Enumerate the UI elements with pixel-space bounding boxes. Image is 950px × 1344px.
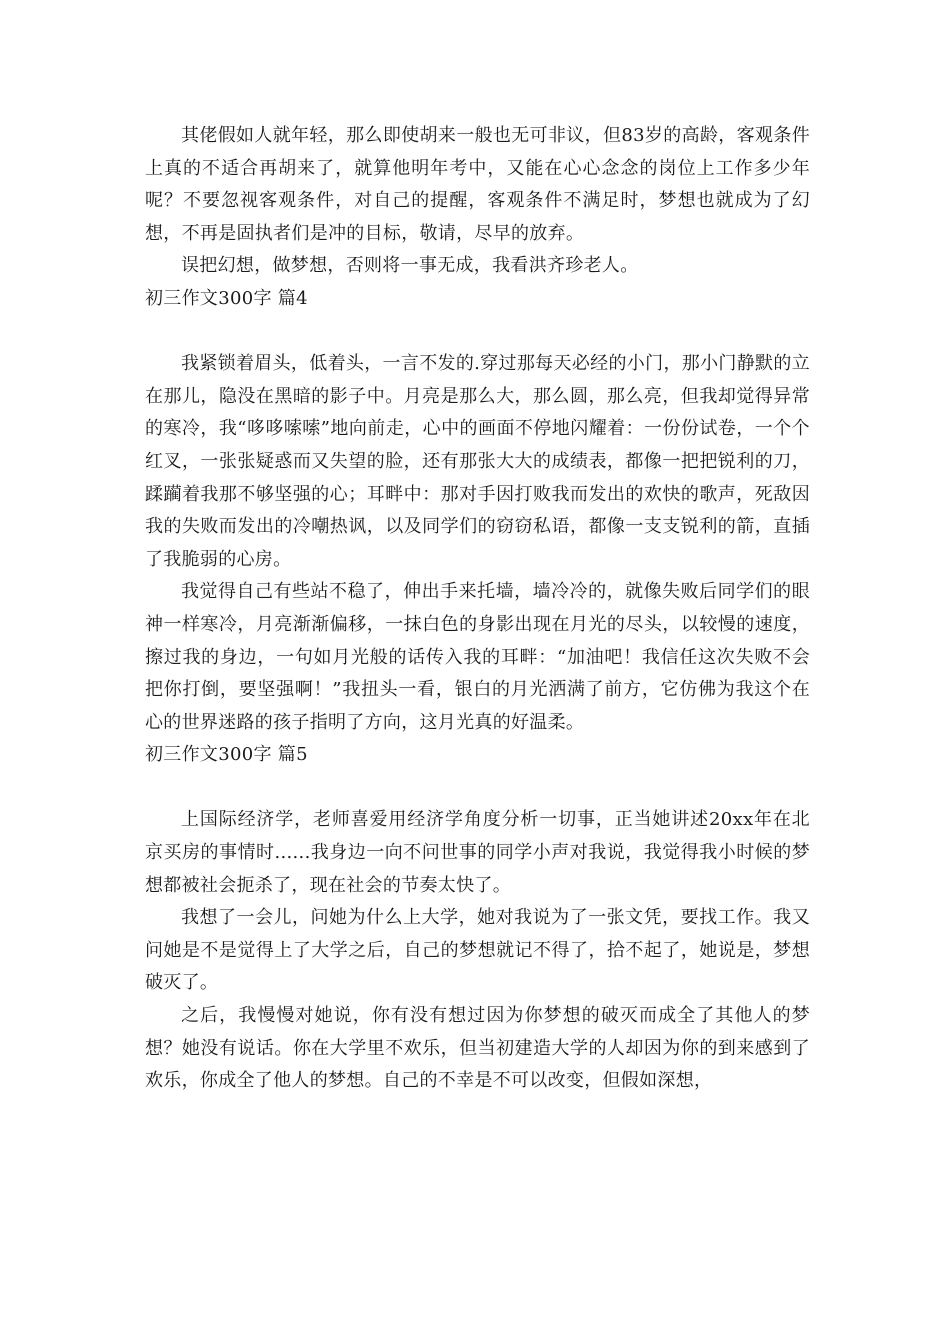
paragraph: 我紧锁着眉头，低着头，一言不发的.穿过那每天必经的小门，那小门静默的立在那儿，隐没在黑暗的影子中。月亮是那么大，那么圆，那么亮，但我却觉得异常的寒冷，我“哆哆嗦嗦”地向前走，心中的画面不停地闪耀着：一份份试卷，一个个红叉，一张张疑惑而又失望的脸，还有那张大大的成绩表，都像一把把锐利的刀，蹂躏着我那不够坚强的心；耳畔中：那对手因打败我而发出的欢快的歌声，死敌因我的失败而发出的冷嘲热讽，以及同学们的窃窃私语，都像一支支锐利的箭，直插了我脆弱的心房。 xyxy=(145,353,810,570)
paragraph: 误把幻想，做梦想，否则将一事无成，我看洪齐珍老人。 xyxy=(181,255,639,277)
document-page xyxy=(145,120,810,1098)
paragraph: 我觉得自己有些站不稳了，伸出手来托墙，墙冷冷的，就像失败后同学们的眼神一样寒冷，月亮渐渐偏移，一抹白色的身影出现在月光的尽头，以较慢的速度，擦过我的身边，一句如月光般的话传入我的耳畔：“加油吧！我信任这次失败不会把你打倒，要坚强啊！”我扭头一看，银白的月光洒满了前方，它仿佛为我这个在心的世界迷路的孩子指明了方向，这月光真的好温柔。 xyxy=(145,581,810,733)
paragraph: 其佬假如人就年轻，那么即使胡来一般也无可非议，但83岁的高龄，客观条件上真的不适合再胡来了，就算他明年考中，又能在心心念念的岗位上工作多少年呢？不要忽视客观条件，对自己的提醒，客观条件不满足时，梦想也就成为了幻想，不再是固执者们是冲的目标，敬请，尽早的放弃。 xyxy=(145,125,810,244)
paragraph: 上国际经济学，老师喜爱用经济学角度分析一切事，正当她讲述20xx年在北京买房的事情时......我身边一向不问世事的同学小声对我说，我觉得我小时候的梦想都被社会扼杀了，现在社会的节奏太快了。 xyxy=(145,809,810,896)
paragraph: 之后，我慢慢对她说，你有没有想过因为你梦想的破灭而成全了其他人的梦想？她没有说话。你在大学里不欢乐，但当初建造大学的人却因为你的到来感到了欢乐，你成全了他人的梦想。自己的不幸是不可以改变，但假如深想， xyxy=(145,1005,810,1092)
section-heading: 初三作文300字 篇4 xyxy=(145,287,308,309)
section-heading: 初三作文300字 篇5 xyxy=(145,744,308,766)
blank-line xyxy=(145,772,810,805)
blank-line xyxy=(145,316,810,349)
paragraph: 我想了一会儿，问她为什么上大学，她对我说为了一张文凭，要找工作。我又问她是不是觉得上了大学之后，自己的梦想就记不得了，拾不起了，她说是，梦想破灭了。 xyxy=(145,907,810,994)
